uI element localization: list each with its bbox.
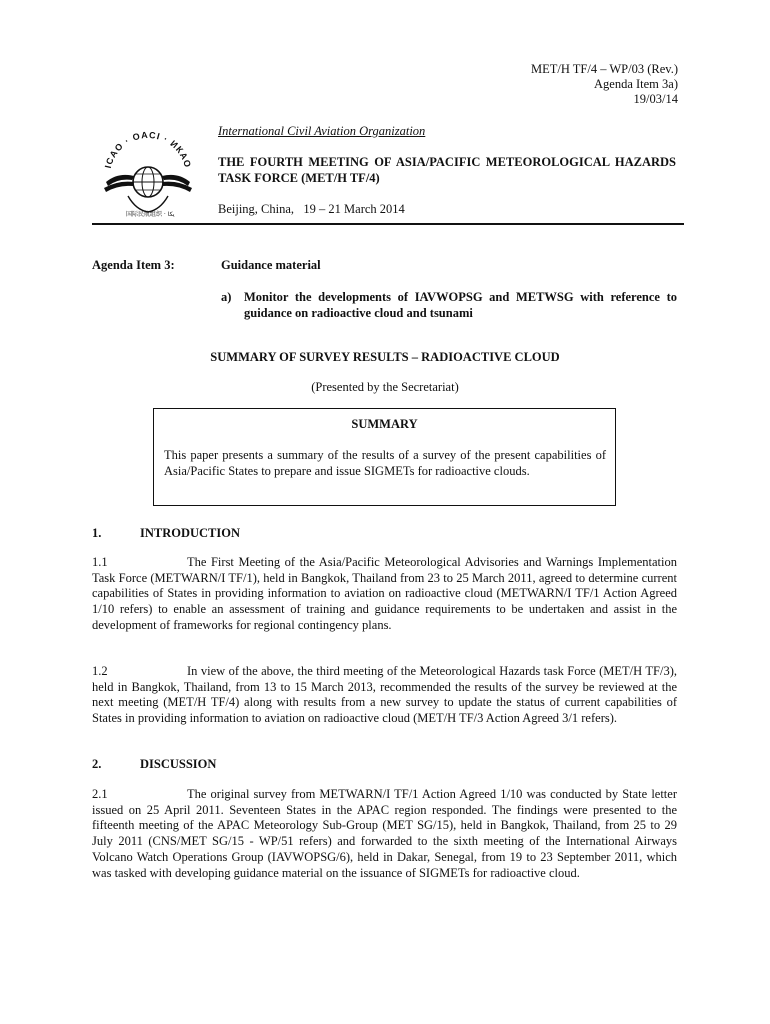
section-number: 2.	[92, 757, 102, 771]
organization-name: International Civil Aviation Organization	[218, 124, 426, 138]
paragraph-text: The original survey from METWARN/I TF/1 Action Agreed 1/10 was conducted by State letter issued on 25 April 2011. Seventeen States in the APAC region responded. The findings were presented to the fifteenth meeting of the APAC Meteorology Sub-Group (MET SG/15), held in Bangkok, Thailand, from 25 to 29 July 2011 (CNS/MET SG/15 - WP/51 refers) and forwarded to the sixth meeting of the International Airways Volcano Watch Operations Group (IAVWOPSG/6), held in Dakar, Senegal, from 19 to 23 September 2011, which was tasked with developing guidance material on the issuance of SIGMETs for radioactive cloud.	[92, 787, 677, 880]
meeting-venue: Beijing, China, 19 – 21 March 2014	[218, 202, 405, 216]
presented-by: (Presented by the Secretariat)	[311, 380, 459, 394]
paragraph-2-1	[92, 787, 677, 881]
svg-text:国际民航组织 · ﻳﻜﺎ: 国际民航组织 · ﻳﻜﺎ	[126, 211, 175, 218]
document-reference-block	[531, 62, 678, 107]
paragraph-1-1	[92, 555, 677, 634]
section-number: 1.	[92, 526, 102, 540]
summary-heading: SUMMARY	[351, 417, 418, 431]
doc-date: 19/03/14	[633, 92, 678, 106]
header-divider	[92, 223, 684, 225]
doc-ref: MET/H TF/4 – WP/03 (Rev.)	[531, 62, 678, 76]
paragraph-text: In view of the above, the third meeting of the Meteorological Hazards task Force (MET/H TF/3), held in Bangkok, Thailand, from 13 to 15 March 2013, recommended the results of the survey be reviewed at the next meeting (MET/H TF/4) along with results from a new survey to update the status of current capabilities of States in providing information to aviation on radioactive cloud (MET/H TF/3 Action Agreed 3/1 refers).	[92, 664, 677, 726]
meeting-title: THE FOURTH MEETING OF ASIA/PACIFIC METEOROLOGICAL HAZARDS TASK FORCE (MET/H TF/4)	[218, 155, 676, 185]
agenda-subitem-marker: a)	[221, 290, 232, 304]
section-title-discussion: DISCUSSION	[140, 757, 217, 771]
agenda-ref: Agenda Item 3a)	[594, 77, 678, 91]
paragraph-number: 1.2	[92, 664, 108, 678]
paragraph-number: 2.1	[92, 787, 108, 801]
paragraph-number: 1.1	[92, 555, 108, 569]
agenda-item-label: Agenda Item 3:	[92, 258, 175, 272]
section-title-introduction: INTRODUCTION	[140, 526, 241, 540]
paragraph-1-2	[92, 664, 677, 727]
paragraph-text: The First Meeting of the Asia/Pacific Meteorological Advisories and Warnings Implementation Task Force (METWARN/I TF/1), held in Bangkok, Thailand from 23 to 25 March 2011, agreed to determine current capabilities of States in providing information to aviation on radioactive cloud (METWARN/I TF/1 Action Agreed 1/10 refers) to enable an assessment of training and guidance requirements to be undertaken and assist in the development of frameworks for regional contingency plans.	[92, 555, 677, 632]
agenda-item-title: Guidance material	[221, 258, 321, 272]
svg-text:ICAO · OACI · ИКАО	[103, 130, 193, 169]
agenda-subitem-text: Monitor the developments of IAVWOPSG and METWSG with reference to guidance on radioactive cloud and tsunami	[244, 290, 677, 320]
agenda-subitem	[221, 289, 677, 321]
summary-text: This paper presents a summary of the results of a survey of the present capabilities of Asia/Pacific States to prepare and issue SIGMETs for radioactive clouds.	[164, 448, 606, 478]
summary-box	[153, 408, 616, 506]
icao-emblem-icon	[96, 120, 200, 224]
paper-title: SUMMARY OF SURVEY RESULTS – RADIOACTIVE CLOUD	[210, 350, 560, 364]
logo-text: ICAO · OACI · ИКАО	[102, 129, 194, 170]
